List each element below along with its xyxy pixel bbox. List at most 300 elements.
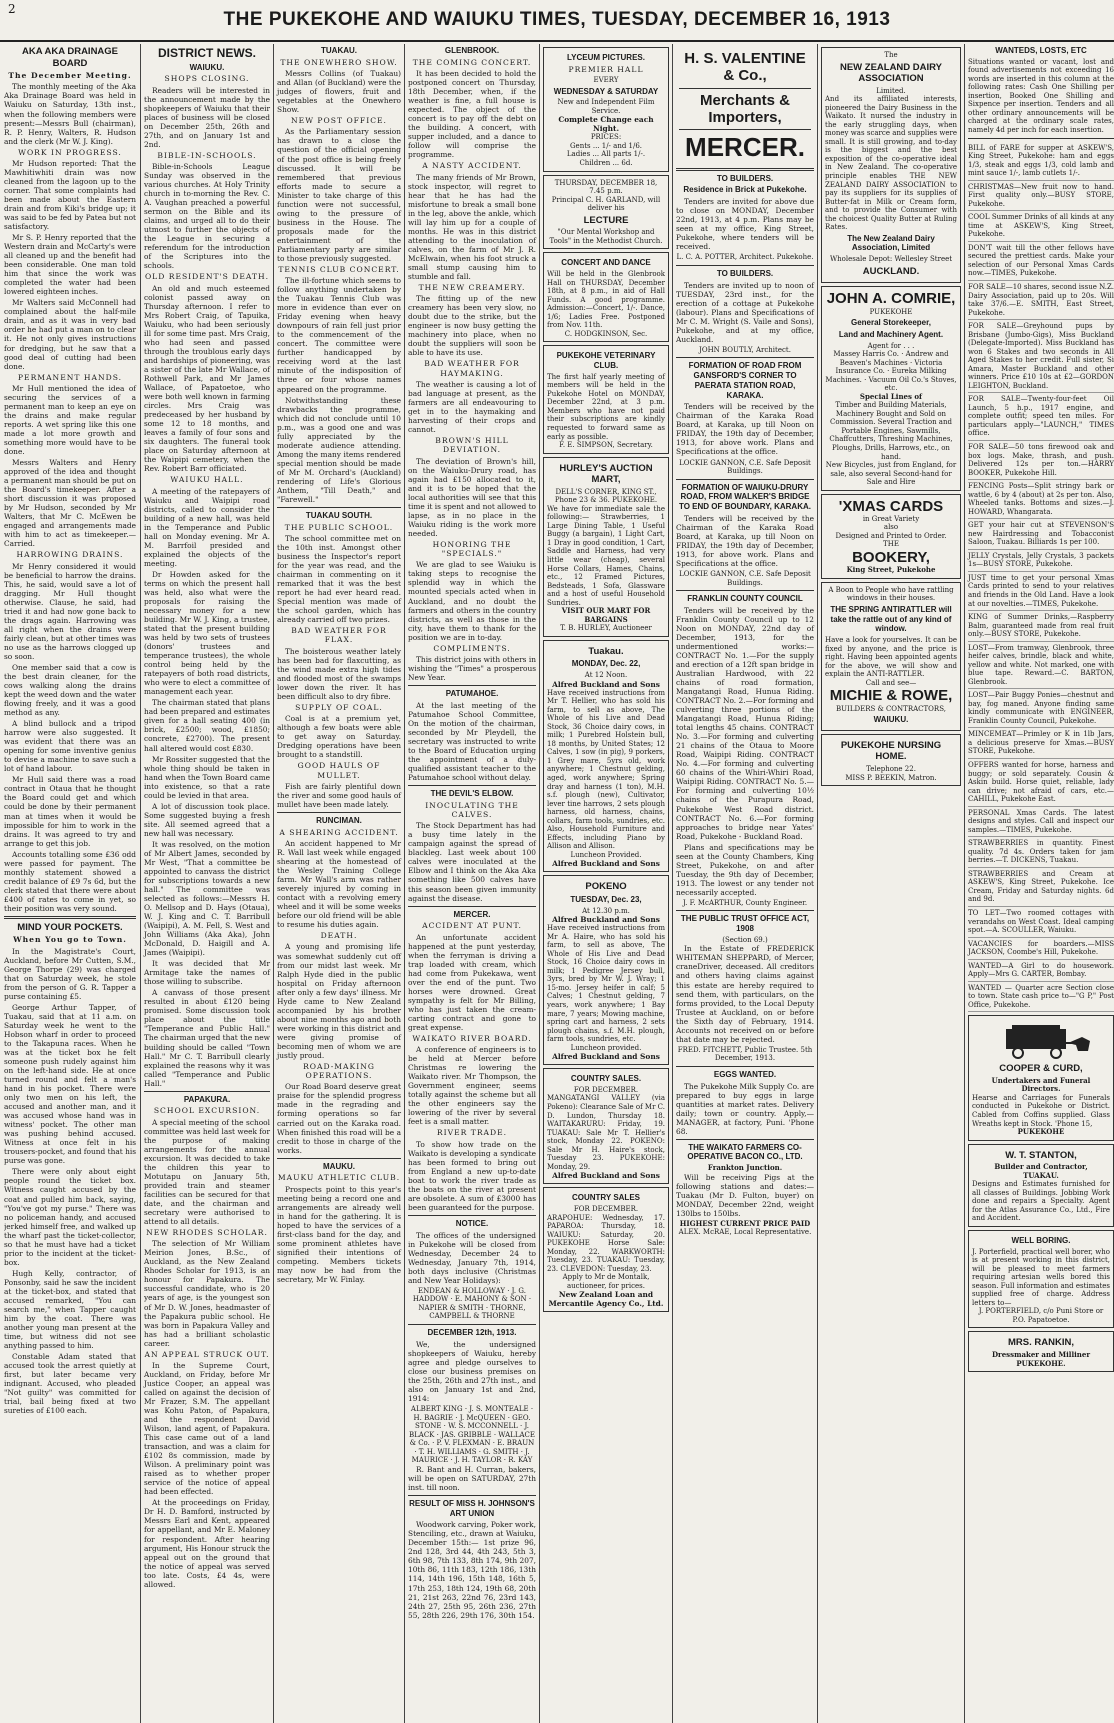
eggs-title: EGGS WANTED. xyxy=(713,1069,777,1079)
public-trust-title: THE PUBLIC TRUST OFFICE ACT, 1908 xyxy=(680,914,810,934)
headline-december-12: DECEMBER 12th, 1913. xyxy=(427,1328,517,1337)
article-paragraph: Readers will be interested in the announcement made by the shopkeepers of Waiuku that their places of business will be closed on December 25th, 26th and 27th, and on January 1st and 2nd. xyxy=(144,85,270,149)
divider xyxy=(277,1158,401,1159)
comrie-trade: Land and Machinery Agent. xyxy=(838,329,944,339)
tender-text: Tenders will be received by the Franklin County Council up to 12 Noon on MONDAY, 22nd day of December, 1913, for the undermentioned works:— CONTRACT No. 1.—For the supply and erection of a 12ft span bridge in Australian Hardwood, with 22 chains of road formation, Mangatangi Road, Hunua Riding. CONTRACT No. 2.—For forming and culverting three portions of the Mangatangi Road, Hunua Riding; total lengths 45 chains. CONTRACT No. 3.—For forming and culverting 21 chains of the Otaua to Moore Road, Waipipi Riding. CONTRACT No. 4.—For forming and culverting 60 chains of the Whiri-Whiri Road, Waipipi Riding. CONTRACT No. 5.—For forming and culverting 10½ chains of the Purapura Road, Pukekohe West Road district. CONTRACT No. 6.—For forming approaches to bridge near Yates' Road, Pukekohe - Buckland Road. xyxy=(676,605,814,841)
nursing-title: PUKEKOHE NURSING HOME. xyxy=(840,739,942,763)
classified-ad: PERSONAL Xmas Cards. The latest designs and styles. Call and inspect our samples.—TIMES, Pukekohe. xyxy=(968,807,1114,838)
classified-ad: VACANCIES for boarders.—MISS JACKSON, Coombe's Hill, Pukekohe. xyxy=(968,938,1114,960)
ad-lyceum-pictures xyxy=(543,47,669,172)
article-paragraph: The weather is causing a lot of bad language at present, as the farmers are all endeavouring to get in to the haymaking and harvesting of their crops and cannot. xyxy=(408,379,536,435)
section-head: BAD WEATHER FOR FLAX. xyxy=(291,626,387,645)
divider xyxy=(408,906,536,907)
divider xyxy=(968,138,1114,139)
section-head: NEW POST OFFICE. xyxy=(291,116,387,126)
article-paragraph: A special meeting of the school committee was held last week for the purpose of making arrangements for the annual excursion. It was decided to take the children this year to Motutapu on January 5th, provided train and steamer facilities can be secured for that date, and the chairman and secretary were authorised to attend to all details. xyxy=(144,1117,270,1226)
section-head: MAUKU ATHLETIC CLUB. xyxy=(277,1173,401,1183)
art-union-results: Woodwork carving, Poker work, Stenciling, etc., drawn at Waiuku, December 15th:— 1st prize 96, 2nd 128, 3rd 44, 4th 243, 5th 3, 6th 98, 7th 133, 8th 174, 9th 207, 10th 86, 11th 183, 12th 186, 13th 114, 14th 196, 15th 148, 16th 5, 17th 253, 18th 124, 19th 68, 20th 21, 21st 263, 22nd 76, 23rd 143, 24th 27, 25th 95, 26th 236, 27th 55, 28th 226, 29th 176, 30th 154. xyxy=(408,1520,536,1620)
section-head: SUPPLY OF COAL. xyxy=(295,702,383,712)
hurley-text: We have for immediate sale the following:— Strawberries, 1 Large Dining Table, 1 Useful Buggy (a bargain), 1 Light Cart, 1 Dray in good condition, 1 Cart, Saddle and Harness, had very little wear (cheap), several Horse Collars, Hames, Chains, etc., 12 Framed Pictures, Bedsteads, 1 Sofa, Glassware and a host of useful Household Sundries. xyxy=(547,504,665,607)
stanton-name: W. T. STANTON, xyxy=(1005,1149,1077,1161)
section-head: THE NEW CREAMERY. xyxy=(418,282,526,292)
divider xyxy=(676,1066,814,1067)
pokeno-title: POKENO xyxy=(585,881,627,893)
hearse-icon xyxy=(986,1023,1096,1059)
section-head: GOOD HAULS OF MULLET. xyxy=(297,761,381,780)
public-trust-sub: (Section 69.) xyxy=(722,935,768,944)
section-head: SHOPS CLOSING. xyxy=(164,74,250,84)
section-head: DEATH. xyxy=(320,931,358,941)
classified-ad: MINCEMEAT—Primley or K in 1lb Jars, a delicious preserve for Xmas.—BUSY STORE, Pukekohe. xyxy=(968,728,1114,759)
article-paragraph: The many friends of Mr Brown, stock inspector, will regret to hear that he has had the misfortune to break a small bone in the leg, above the ankle, which will lay him up for a couple of months. He was in this district attending to the inoculation of calves, on the farm of Mr J. R. McElwain, when his foot struck a small stump causing him to stumble and fall. xyxy=(408,172,536,281)
divider xyxy=(676,168,814,171)
nzda-city: AUCKLAND. xyxy=(862,265,920,277)
divider xyxy=(408,785,536,786)
xmas-title: 'XMAS CARDS xyxy=(838,497,944,515)
waikato-text: Will be receiving Pigs at the following stations and dates:— Tuakau (Mr D. Fulton, buyer) on MONDAY, December 22nd, weight 130lbs to 150lbs. xyxy=(676,1172,814,1218)
classified-ad: STRAWBERRIES and Cream at ASKEW'S, King Street, Pukekohe. Ice Cream, Friday and Saturday nights. 6d and 9d. xyxy=(968,868,1114,907)
column-4 xyxy=(404,44,539,1723)
article-paragraph: Mr Henry considered it would be beneficial to harrow the drains. This, he said, would save a lot of dragging. Mr Hull thought otherwise. Clause, he said, had tried it and had now gone back to the drags again. Harrowing was all right when the drains were fairly clean, but at other times was no use as the harrows clogged up so soon. xyxy=(4,561,136,661)
divider xyxy=(676,265,814,266)
divider xyxy=(676,1139,814,1140)
divider xyxy=(4,916,136,919)
article-paragraph: This district joins with others in wishing the "Times" a prosperous New Year. xyxy=(408,654,536,682)
tender-sign: LOCKIE GANNON, C.E. Safe Deposit Buildings. xyxy=(679,570,811,587)
article-paragraph: A blind bullock and a tripod harrow were also suggested. It was evident that there was an opening for some inventive genius to devise a machine to save such a lot of hand labour. xyxy=(4,719,136,774)
notice-paragraph: The offices of the undersigned in Pukekohe will be closed from Wednesday, December 24 to Wednesday, January 7th, 1914, both days inclusive (Christmas and New Year Holidays): xyxy=(408,1230,536,1285)
article-paragraph: One member said that a cow is the best drain cleaner, for the cows walking along the drains kept the weed down and the water flowing freely, and it was a good method as any. xyxy=(4,663,136,718)
column-8 xyxy=(964,44,1114,1723)
concert-title: CONCERT AND DANCE xyxy=(561,258,651,268)
article-paragraph: A conference of engineers is to be held at Mercer before Christmas re lowering the Waikato river. Mr Thompson, the Government engineer, seems totally against the scheme but all the other engineers say the lowering of the river by several feet is a small matter. xyxy=(408,1045,536,1127)
pokeno-text: Have received instructions from Mr A. Haire, who has sold his farm, to sell as above, The Whole of His Live and Dead Stock, 16 Choice dairy cows in milk; 1 Pedigree Jersey bull, 3yrs, bred by Mr W. J. Wray; 1 15-mo. Jersey heifer in calf; 5 Calves; 1 Chestnut gelding, 7 years, work anywhere; 1 Bay mare, 7 years; Mowing machine, spring cart and harness, 2 sets plough chains, s.f. M.H. plough, farm tools, sundries, etc. xyxy=(547,924,665,1044)
boring-text: J. Porterfield, practical well borer, who is at present working in this district, will be pleased to meet farmers requiring artesian wells bored this season. Full information and estimates supplied free of charge. Address letters to— xyxy=(972,1247,1110,1307)
country-sales-title: COUNTRY SALES. xyxy=(570,1074,642,1084)
article-paragraph: In the Supreme Court, Auckland, on Friday, before Mr Justice Cooper, an appeal was called on against the decision of Mr Frazer, S.M. The appellant was Kohu Paton, of Papakura, and the respondent David Wilson, land agent, of Papakura. This case came out of a land transaction, and was a claim for £102 8s commission, made by Wilson. A preliminary point was raised as to whether proper service of the notice of appeal had been effected. xyxy=(144,1360,270,1497)
article-paragraph: Mr Walters said McConnell had complained about the half-mile drain, and as it was in very bad order he had put a man on to clear it. He not only gives instructions for dredging, but he saw that a good deal of cutting had been done. xyxy=(4,298,136,371)
headline-mercer: MERCER. xyxy=(453,909,491,919)
divider xyxy=(408,1495,536,1496)
stanton-place: TUAKAU. xyxy=(1023,1170,1059,1180)
ad-mrs-rankin xyxy=(968,1331,1114,1372)
section-head: TENNIS CLUB CONCERT. xyxy=(278,264,400,274)
tender-sign: J. F. McARTHUR, County Engineer. xyxy=(682,898,808,907)
tender-text: Tenders are invited for above due to close on MONDAY, December 22nd, 1913, at 4 p.m. Plans may be seen at my office, King Street, Pukekohe, where tenders will be received. xyxy=(676,197,814,252)
section-head: WAIKATO RIVER BOARD. xyxy=(412,1033,532,1043)
article-paragraph: It was resolved, on the motion of Mr Albert James, seconded by Mr West, "That a committee be appointed to canvass the district for subscriptions towards a new hall." The committee was selected as follows:—Messrs H. O. Mellsop and D. Hays (Otaua), W. J. King and C. T. Barribull (Waipipi), A. M. Fell, S. West and John Williams (Aka Aka), John McDonald, D. Haigill and A. James (Waipipi). xyxy=(144,839,270,958)
boring-title: WELL BORING. xyxy=(1011,1235,1071,1245)
headline-mind-your-pockets: MIND YOUR POCKETS. xyxy=(17,921,123,933)
section-head: A SHEARING ACCIDENT. xyxy=(279,827,399,837)
ad-xmas-cards xyxy=(821,494,961,579)
stanton-text: Designs and Estimates furnished for all classes of Buildings. Jobbing Work done and repairs a Specialty. Agent for the Atlas Assurance Co., Ltd., Fire and Accident. xyxy=(972,1180,1110,1223)
column-7 xyxy=(817,44,964,1723)
classified-ad: LOST—Pair Buggy Ponies—chestnut and bay, fog maned. Anyone finding same kindly communicate with ENGINEER, Franklin County Council, Pukekohe. xyxy=(968,689,1114,728)
column-5 xyxy=(539,44,672,1723)
article-paragraph: Prospects point to this year's meeting being a record one and arrangements are already well in hand for the gathering. It is hoped to have the services of a first-class band for the day, and some prominent athletes have signified their intentions of competing. Members tickets may now be had from the secretary, Mr W. Finlay. xyxy=(277,1184,401,1284)
classified-ad: STRAWBERRIES in quantity. Finest quality. 7d 4s. Orders taken for jam berries.—T. DICKENS, Tuakau. xyxy=(968,837,1114,868)
xmas-sub: in Great Variety xyxy=(862,514,920,523)
ad-stanton xyxy=(968,1144,1114,1227)
nzda-footer: The New Zealand Dairy Association, Limited xyxy=(847,233,935,253)
article-paragraph: The monthly meeting of the Aka Aka Drainage Board was held in Waiuku on Saturday, 13th inst., when the following members were present:—Messrs Bull (chairman), R. P. Henry, Walters, R. Hudson and the clerk (Mr W. J. King). xyxy=(4,82,136,146)
classified-ad: JELLY Crystals, Jelly Crystals, 3 packets 1s—BUSY STORE, Pukekohe. xyxy=(968,550,1114,572)
article-paragraph: To show how trade on the Waikato is developing a syndicate has been formed to bring out from England a new up-to-date boat to work the river trade as the boats on the river at present are obsolete. A sum of £3000 has been guaranteed for the purpose. xyxy=(408,1139,536,1212)
tuakau-text: Have received instructions from Mr T. Hellier, who has sold his farm, to sell as above, The Whole of his Live and Dead Stock, 36 Choice dairy cows, in milk; 1 Purebred Holstein bull, 18 months, by United States; 12 Calves, 1 sow (in pig), 9 porkers, 1 Grey mare, 5yrs old, work anywhere; 1 Chestnut gelding, aged, work anywhere; Spring dray and harness (1 ton), M.H. s.f. plough (new), Cultivator, lever tine harrows, 2 sets plough harness, old harness, chains, collars, farm tools, sundries, etc. Also, Household Furniture and Effects, including Piano by Allison and Allison. xyxy=(547,688,665,851)
country-sales-sub: FOR DECEMBER. xyxy=(573,1085,639,1094)
section-head: BAD WEATHER FOR HAYMAKING. xyxy=(424,359,520,378)
divider xyxy=(676,910,814,911)
country-sales-text: MANGATANGI VALLEY (via Pokeno): Clearance Sale of Mr C. D. Lundon, Thursday 18. WAITAKARURU: Friday, 19. TUAKAU: Sale Mr T. Hellier's stock, Monday 22. POKENO: Sale Mr H. Haire's stock, Tuesday 23. PUKEKOHE: Monday, 29. xyxy=(547,1094,665,1171)
headline-glenbrook: GLENBROOK. xyxy=(444,46,500,55)
article-paragraph: The chairman stated that plans had been prepared and estimates given for a hall seating 400 (in brick, £2500; wood, £1850; concrete, £2700). The present hall altered would cost £830. xyxy=(144,698,270,753)
article-paragraph: A lot of discussion took place. Some suggested buying a fresh site. All seemed agreed that a new hall was necessary. xyxy=(144,801,270,838)
classified-ad: FOR SALE—Twenty-four-feet Oil Launch, 5 h.p., 1917 engine, and complete outfit; speed ten miles. For particulars apply—"LAUNCH," TIMES office. xyxy=(968,393,1114,441)
section-head: WORK IN PROGRESS. xyxy=(18,147,122,157)
bookery-address: King Street, Pukekohe xyxy=(846,565,936,575)
pokeno-time: At 12.30 p.m. xyxy=(582,906,630,915)
vet-text: The first half yearly meeting of members will be held in the Pukekohe Hotel on MONDAY, December 22nd, at 3 p.m. Members who have not paid their subscriptions are kindly requested to forward same as early as possible. xyxy=(547,372,665,441)
auctioneer-name: Alfred Buckland and Sons xyxy=(552,679,660,689)
boring-sign: J. PORTERFIELD, c/o Puni Store or P.O. Papatoetoe. xyxy=(978,1307,1104,1324)
divider xyxy=(679,88,811,89)
auctioneer-name: Alfred Buckland and Sons xyxy=(552,1052,660,1062)
comrie-name: JOHN A. COMRIE, xyxy=(826,290,956,308)
road-formation-title: FORMATION OF WAIUKU-DRURY ROAD, FROM WALKER'S BRIDGE TO END OF BOUNDARY, KARAKA. xyxy=(678,482,811,512)
divider xyxy=(676,479,814,480)
country-sales-sub: FOR DECEMBER. xyxy=(573,1205,639,1214)
section-head: RIVER TRADE. xyxy=(436,1128,508,1138)
lecture-date: THURSDAY, DECEMBER 18, 7.45 p.m. xyxy=(554,178,658,196)
tender-sign: L. C. A. POTTER, Architect. Pukekohe. xyxy=(676,253,814,262)
section-head: ACCIDENT AT PUNT. xyxy=(422,921,522,931)
headline-patumahoe: PATUMAHOE. xyxy=(445,689,499,698)
headline-tuakau: TUAKAU. xyxy=(321,46,357,55)
ad-hs-valentine xyxy=(676,47,814,165)
headline-papakura: PAPAKURA. xyxy=(183,1094,231,1104)
ad-country-sales-2 xyxy=(543,1187,669,1312)
road-formation-title: FORMATION OF ROAD FROM GANSFORD'S CORNER TO PAERATA STATION ROAD, KARAKA. xyxy=(688,361,802,400)
article-paragraph: As the Parliamentary session has drawn to a close the question of the official opening of the post office is being freely discussed. It will be remembered that previous efforts made to secure a Minister to take charge of this function were not successful, owing to the pressure of business in the House. The proposals made for the entertainment of the Parliamentary party are similar to those previously suggested. xyxy=(277,127,401,263)
comrie-trade: General Storekeeper, xyxy=(850,318,932,328)
article-paragraph: Messrs Walters and Henry approved of the idea and thought a permanent man should be put on the Board's timekeeper. After a short discussion it was proposed by Mr Hudson, seconded by Mr Walters, that Mr C. McEwen be engaged and arrangements made with him to act as timekeeper.—Carried. xyxy=(4,458,136,549)
waikato-sign: ALEX. McRAE, Local Representative. xyxy=(678,1228,812,1237)
hurley-title: HURLEY'S AUCTION MART, xyxy=(559,462,653,486)
nursing-sign: MISS P. BEEKIN, Matron. xyxy=(845,773,937,782)
divider xyxy=(676,357,814,358)
ad-john-comrie xyxy=(821,286,961,490)
ad-veterinary-club xyxy=(543,345,669,453)
ad-well-boring xyxy=(968,1230,1114,1329)
article-paragraph: Messrs Collins (of Tuakau) and Allan (of Buckland) were the judges of flowers, fruit and vegetables at the Onewhero Show. xyxy=(277,69,401,115)
divider xyxy=(144,1091,270,1092)
rattler-text: Have a look for yourselves. It can be fixed by anyone, and the price is right. Having been appointed agents for the above, we will show and explain the ANTI-RATTLER. xyxy=(825,636,957,679)
rankin-trade: Dressmaker and Milliner xyxy=(991,1349,1091,1359)
classified-ad: GET your hair cut at STEVENSON'S new Hairdressing and Tobacconist Saloon, Tuakau. Billiards 1s per 100. xyxy=(968,519,1114,550)
article-paragraph: The school committee met on the 10th inst. Amongst other business the Inspector's report for the year was read, and the chairman in commenting on it remarked that it was the best report he had ever heard read. Special mention was made of the school garden, which has already carried off two prizes. xyxy=(277,533,401,625)
to-builders-title: TO BUILDERS. xyxy=(716,268,774,278)
tender-text: Tenders are invited up to noon of TUESDAY, 23rd inst., for the erection of a cottage at Pukekohe (labour). Plans and Specifications of Mr C. M. Wright (S. Vaile and Sons), Pukekohe, and at my office, Auckland. xyxy=(676,280,814,344)
pokeno-lunch: Luncheon provided. xyxy=(570,1043,642,1052)
section-head: HONORING THE "SPECIALS." xyxy=(432,539,512,559)
headline-art-union: RESULT OF MISS H. JOHNSON'S ART UNION xyxy=(409,1498,535,1518)
tender-text: Tenders will be received by the Chairman of the Karaka Road Board, at Karaka, up till Noon on FRIDAY, the 19th day of December, 1913, for above work. Plans and Specifications at the office. xyxy=(676,402,814,457)
article-paragraph: An unfortunate accident happened at the punt yesterday, when the ferryman is driving a trap loaded with cream, which had come from Pukekawa, went over the end of the punt. Two horses were drowned. Great sympathy is felt for Mr Billing, who has just taken the cream-carting contract and gone to great expense. xyxy=(408,932,536,1032)
section-head: OLD RESIDENT'S DEATH. xyxy=(144,272,270,282)
cooper-name: COOPER & CURD, xyxy=(999,1063,1083,1075)
auctioneer-name: Alfred Buckland and Sons xyxy=(552,1171,660,1181)
comrie-place: PUKEKOHE xyxy=(869,307,913,316)
ad-cooper-curd xyxy=(968,1015,1114,1140)
headline-runciman: RUNCIMAN. xyxy=(316,815,362,825)
bookery-name: BOOKERY, xyxy=(852,549,930,567)
tuakau-title: Tuakau. xyxy=(588,645,624,657)
cooper-trade: Undertakers and Funeral Directors. xyxy=(991,1075,1091,1094)
classified-ad: FOR SALE—50 tons firewood oak and box logs. Make, thrash, and push. Delivered 12s per ton.—HARRY BOOKER, Pukekohe Hill. xyxy=(968,441,1114,480)
lecture-subject: "Our Mental Workshop and Tools" in the Methodist Church. xyxy=(549,228,663,245)
subhead-waiuku: WAIUKU. xyxy=(189,62,225,72)
section-head: COMPLIMENTS. xyxy=(433,643,511,653)
comrie-special: Special Lines of xyxy=(859,391,923,401)
divider xyxy=(676,590,814,591)
article-paragraph: The deviation of Brown's hill, on the Waiuku-Drury road, has again had £150 allocated to it, and it is to be hoped that the local authorities will see that this time it is spent and not allowed to lapse, as in no place in the Waiuku riding is the work more needed. xyxy=(408,456,536,538)
notice-paragraph: We, the undersigned shopkeepers of Waiuku, hereby agree and pledge ourselves to close our business premises on the 25th, 26th and 27th inst., and also on January 1st and 2nd, 1914: xyxy=(408,1339,536,1403)
cooper-text: Hearse and Carriages for Funerals conducted in Pukekohe or District. Cabled from Coffins supplied. Glass Wreaths kept in Stock. 'Phone 15, xyxy=(972,1093,1110,1128)
concert-text: Will be held in the Glenbrook Hall on THURSDAY, December 18th, at 8 p.m., in aid of Hall Funds. A good programme. Admission:—Concert, 1/-. Dance, 1/6; Ladies Free. Postponed from Nov. 11th. xyxy=(547,270,665,330)
ad-pokeno-sale xyxy=(543,875,669,1065)
classified-ad: CHRISTMAS—New fruit now to hand. First quality only.—BUSY STORE, Pukekohe. xyxy=(968,181,1114,212)
rattler-title: THE SPRING ANTIRATTLER will take the rattle out of any kind of window. xyxy=(830,604,952,634)
auctioneer-name: Alfred Buckland and Sons xyxy=(552,915,660,925)
classified-ad: TO LET—Two roomed cottages with verandahs on West Coast. Ideal camping spot.—A. SCOULLER, Waiuku. xyxy=(968,907,1114,938)
article-paragraph: There were only about eight people round the ticket box. Witness caught accused by the coat and pulled him back, saying, "You've got my purse." There was no policeman handy, and accused jerked himself free, and walked up the wharf past the ticket-collector, so that he must have had a ticket prior to the incident at the ticket-box. xyxy=(4,1167,136,1267)
section-head: BIBLE-IN-SCHOOLS. xyxy=(157,150,257,160)
headline-tuakau-south: TUAKAU SOUTH. xyxy=(305,510,373,520)
article-paragraph: Mr Hull said there was a road contract in Otaua that he thought the Board could get and which could be done by their permanent man at times when it would be impossible for him to work in the drains. It was agreed to try and arrange to get this job. xyxy=(4,775,136,848)
article-paragraph: Mr Hull mentioned the idea of securing the services of a permanent man to keep an eye on the drains and make regular reports. A wet spring like this one made a lot more growth and something more would have to be done. xyxy=(4,383,136,457)
tender-sign: LOCKIE GANNON, C.E. Safe Deposit Buildings. xyxy=(679,458,811,476)
article-paragraph: Dr Howden asked for the terms on which the present hall was held, also what were the proposals for raising the necessary money for a new building. Mr W. J. King, a trustee, stated that the present building was held by two sets of trustees (donors' trustees and temperance trustees), the whole control being held by the ratepayers of both road districts, who were to elect a committee of management each year. xyxy=(144,569,270,697)
page-number: 2 xyxy=(8,2,16,16)
to-builders-sub: Residence in Brick at Pukekohe. xyxy=(683,185,807,195)
article-paragraph: We are glad to see Waiuku is taking steps to recognise the splendid way in which the mounted specials acted when in Auckland, and no doubt the farmers and others in the country districts, as well as those in the city, have them to thank for the position we are in to-day. xyxy=(408,560,536,642)
article-paragraph: The boisterous weather lately has been bad for flaxcutting, as the wind made extra high tides and flooded most of the swamps lower down the river. It has been difficult also to dry fibre. xyxy=(277,646,401,701)
section-head: A NASTY ACCIDENT. xyxy=(422,161,522,171)
article-paragraph: An old and much esteemed colonist passed away on Thursday afternoon. I refer to Mrs Robert Craig, of Tapuika, Waiuku, who had been seriously ill for some time past. Mrs Craig, who had seen and passed through the troublous early days and hardships of pioneering, was a sister of the late Mr Wallace, of Rothwell Park, and Mr James Wallace, of Papatoetoe, who were both well known in farming circles. Mrs Craig was predeceased by her husband by some 12 to 18 months, and leaves a family of four sons and six daughters. The funeral took place on Saturday afternoon at the Waipipi cemetery, when the Rev. Robert Barr officiated. xyxy=(144,283,270,474)
waikato-junction: Frankton Junction. xyxy=(707,1163,783,1173)
classified-ad: COOL Summer Drinks of all kinds at any time at ASKEW'S, King Street, Pukekohe. xyxy=(968,211,1114,242)
section-head: HARROWING DRAINS. xyxy=(16,550,124,560)
nzda-ltd: Limited. xyxy=(876,86,906,95)
article-paragraph: Hugh Kelly, contractor, of Ponsonby, said he saw the incident at the ticket-box, and stated that accused remarked, "You can search me," when Tapper caught him by the coat. There was another young man present at the time, but witness did not see anything passed to him. xyxy=(4,1268,136,1351)
article-paragraph: An accident happened to Mr R. Wall last week while engaged shearing at the homestead of the Wesley Training College farm. Mr Wall's arm was rather severely injured by coming in contact with a revolving emery wheel and it will be some weeks before our old friend will be able to resume his duties again. xyxy=(277,838,401,930)
article-paragraph: At the last meeting of the Patumahoe School Committee, On the motion of the chairman, seconded by Mr Pleydell, the secretary was instructed to write to the Board of Education urging the appointment of a duly-qualified assistant teacher to the Patumahoe school without delay. xyxy=(408,700,536,782)
section-head: THE ONEWHERO SHOW. xyxy=(280,57,398,67)
nzda-name: NEW ZEALAND DAIRY ASSOCIATION xyxy=(839,61,943,85)
divider xyxy=(408,1324,536,1325)
valentine-trade: Merchants & Importers, xyxy=(699,91,791,126)
tender-sign: JOHN BOUTLY, Architect. xyxy=(699,345,791,354)
ad-tuakau-sale xyxy=(543,640,669,873)
article-paragraph: A young and promising life was somewhat suddenly cut off from our midst last week. Mr Ralph Hyde died in the public hospital on Friday afternoon after only a few days' illness. Mr Hyde came to New Zealand accompanied by his brother about nine months ago and both were working in this district and were giving promise of becoming men of whom we are justly proud. xyxy=(277,942,401,1060)
masthead xyxy=(0,0,1114,42)
lyceum-change: Complete Change each Night. xyxy=(558,115,654,134)
cooper-place: PUKEKOHE xyxy=(1017,1127,1065,1137)
lyceum-every: EVERY xyxy=(593,76,619,84)
price-ladies: Ladies ... All parts 1/-. xyxy=(566,150,646,159)
headline-aka-aka: AKA AKA DRAINAGE BOARD xyxy=(21,46,119,69)
rankin-place: PUKEKOHE. xyxy=(1016,1358,1066,1368)
article-paragraph: It was decided that Mr Armitage take the names of those willing to subscribe. xyxy=(144,959,270,987)
column-6 xyxy=(672,44,817,1723)
comrie-agent: Agent for . . . xyxy=(867,341,915,350)
section-head: AN APPEAL STRUCK OUT. xyxy=(144,1349,270,1359)
tuakau-date: MONDAY, Dec. 22, xyxy=(571,659,641,669)
section-head: ROAD-MAKING OPERATIONS. xyxy=(303,1061,375,1081)
column-3 xyxy=(273,44,404,1723)
section-head: PERMANENT HANDS. xyxy=(17,372,123,382)
pokeno-date: TUESDAY, Dec. 23, xyxy=(570,894,642,904)
lyceum-days: WEDNESDAY & SATURDAY xyxy=(553,86,659,96)
article-paragraph: The selection of Mr William Meirion Jones, B.Sc., of Auckland, as the New Zealand Rhodes Scholar for 1913, is an honour for Papakura. The successful candidate, who is 20 years of age, is the youngest son of Mr D. W. Jones, headmaster of the Papakura public school. He was born in Papakura Valley and has had a brilliant scholastic career. xyxy=(144,1239,270,1348)
column-1 xyxy=(4,44,139,1723)
classified-ad: KING of Summer Drinks,—Raspberry Balm, guaranteed made from real fruit only.—BUSY STORE, Pukekohe. xyxy=(968,611,1114,642)
divider xyxy=(679,129,811,130)
vet-title: PUKEKOHE VETERINARY CLUB. xyxy=(556,351,656,371)
headline-district-news: DISTRICT NEWS. xyxy=(158,46,256,60)
comrie-lines: Timber and Building Materials, Machinery Bought and Sold on Commission. Several Traction and Portable Engines, Sawmills, Chaffcutters, Threshing Machines, Ploughs, Drills, Harrows, etc., on hand. xyxy=(829,401,953,461)
classified-ad: FENCING Posts—Split stringy bark or wattle, 6 by 4 (about) at 2s per ton. Also, Wheeled tanks. Bottoms and sizes.—J. HOWARD, Whangarata. xyxy=(968,480,1114,519)
ad-concert-dance xyxy=(543,252,669,342)
waikato-price: HIGHEST CURRENT PRICE PAID xyxy=(679,1218,811,1228)
public-trust-text: In the Estate of FREDERICK WHITEMAN SHEPPARD, of Mercer, craneDriver, deceased. All creditors and others having claims against this estate are hereby required to send them, with particulars, on the forms provided, to the Local Deputy Trustee at Auckland, on or before the Sixth day of February, 1914. Accounts not received on or before that date may be rejected. xyxy=(676,944,814,1044)
divider xyxy=(277,812,401,813)
classified-ad: WANTED—A Girl to do housework. Apply—Mrs G. CARTER, Bombay. xyxy=(968,960,1114,982)
subhead-december-meeting: The December Meeting. xyxy=(8,71,132,81)
article-paragraph: Mr Rossiter suggested that the whole thing should be taken in hand when the Town Board came into existence, so that a rate could be levied in that area. xyxy=(144,754,270,800)
article-paragraph: Accounts totalling some £36 odd were passed for payment. The monthly statement showed a credit balance of £9 7s 6d, but the clerk stated that there were about £400 of rates to come in yet, so their position was very sound. xyxy=(4,849,136,913)
classifieds-header: WANTEDS, LOSTS, ETC xyxy=(995,46,1087,55)
public-trust-sign: FRED. FITCHETT, Public Trustee. 5th December, 1913. xyxy=(677,1045,813,1063)
article-paragraph: The fitting up of the new creamery has been very slow, no doubt due to the strike, but the engineer is now busy getting the machinery into place, when no doubt the suppliers will soon be able to have its use. xyxy=(408,294,536,358)
ad-country-sales-1 xyxy=(543,1068,669,1184)
lecture-title: LECTURE xyxy=(583,214,629,226)
section-head: THE PUBLIC SCHOOL. xyxy=(284,522,394,532)
headline-notice: NOTICE. xyxy=(455,1218,489,1228)
article-paragraph: At the proceedings on Friday, Dr H. D. Bamford, instructed by Messrs Earl and Kent, appeared for appellant, and Mr E. Maloney for respondent. After hearing argument, His Honour struck the appeal out on the ground that the notice of appeal was served too late. Costs, £4 4s, were allowed. xyxy=(144,1498,270,1589)
nursing-phone: Telephone 22. xyxy=(866,764,916,773)
prices-title: PRICES: xyxy=(590,133,622,142)
article-paragraph: It has been decided to hold the postponed concert on Thursday, 18th December, when, if the weather is fine, a full house is expected. The object of the concert is to pay off the debt on the building. A concert, with supper included, and a dance to follow will comprise the programme. xyxy=(408,69,536,160)
waikato-farmers-title: THE WAIKATO FARMERS CO-OPERATIVE BACON CO., LTD. xyxy=(687,1142,803,1162)
tender-text: Tenders will be received by the Chairman of the Karaka Road Board, at Karaka, up till Noon on FRIDAY, the 19th day of December, 1913, for above work. Plans and Specifications at the office. xyxy=(676,513,814,568)
valentine-place: MERCER. xyxy=(685,132,805,162)
hurley-visit: VISIT OUR MART FOR BARGAINS xyxy=(561,606,651,624)
article-paragraph: Our Road Board deserve great praise for the splendid progress made in the regrading and forming operations so far carried out on the Karaka road. When finished this road will be a credit to those in charge of the works. xyxy=(277,1082,401,1155)
classified-ad: OFFERS wanted for horse, harness and buggy; or sold separately. Cousin & Askin build. Horse quiet, reliable, lady can drive; not afraid of cars, etc.—CAHILL, Pukekohe East. xyxy=(968,759,1114,807)
classified-ad: WANTED — Quarter acre Section close to town. State cash price to—"G P," Post Office, Pukekohe. xyxy=(968,982,1114,1013)
lyceum-hall: PREMIER HALL xyxy=(568,64,644,74)
michie-name: MICHIE & ROWE, xyxy=(829,687,953,705)
tender-text: Plans and specifications may be seen at the County Chambers, King Street, Pukekohe, on and after Tuesday, the 9th day of December, 1913. The lowest or any tender not necessarily accepted. xyxy=(676,842,814,897)
ad-anti-rattler xyxy=(821,582,961,731)
comrie-agencies: Massey Harris Co. · Andrew and Beaven's Machines · Victoria Insurance Co. · Eureka Milking Machines. · Vacuum Oil Co.'s Stoves, etc. xyxy=(825,350,957,393)
nzda-text: And its affiliated interests, pioneered the Dairy Business in the Waikato. It nursed the industry in the early struggling days, when money was scarce and supplies were small. It is still growing, and to-day is the biggest and the best exposition of the co-operative ideal in New Zealand. The co-operative principle enables THE NEW ZEALAND DAIRY ASSOCIATION to pay its suppliers for its supplies of Butter-fat in Milk or Cream form, and to provide the Consumer with the choicest Quality Butter at Ruling Rates. xyxy=(825,95,957,232)
classified-ad: BILL of FARE for supper at ASKEW'S, King Street, Pukekohe: ham and eggs 1/3, steak and eggs 1/3, cold lamb and mint sauce 1/-, lamb cutlets 1/-. xyxy=(968,142,1114,181)
classified-ad: JUST time to get your personal Xmas Cards printed to send to your relatives and friends in the Old Land. Have a look at our novelties.—TIMES, Pukekohe. xyxy=(968,572,1114,611)
notice-paragraph: R. Bant and H. Curran, bakers, will be open on SATURDAY, 27th inst. till noon. xyxy=(408,1464,536,1492)
article-paragraph: Coal is at a premium yet, although a few boats were able to get away on Saturday. Dredging operations have been brought to a standstill. xyxy=(277,714,401,760)
divider xyxy=(277,507,401,508)
article-paragraph: A meeting of the ratepayers of Waiuku and Waipipi road districts, called to consider the building of a new hall, was held in the Temperance and Public hall on Monday evening. Mr A. M. Barrfoil presided and explained the objects of the meeting. xyxy=(144,486,270,568)
shopkeepers-list: ALBERT KING · J. S. MONTEALE · H. BAGRIE · J. McQUEEN · GEO. STONE · W. S. MCCONNELL · J. BLACK · JAS. GRIBBLE · WALLACE & Co. · P. V. FLEXMAN · E. BRAUN · T. H. WILLIAMS · G. SMITH · J. MAURICE · J. H. TAYLOR · R. KAY xyxy=(408,1404,536,1465)
lecture-by: Principal C. H. GARLAND, will deliver his xyxy=(551,195,661,213)
tuakau-time: At 12 Noon. xyxy=(584,671,628,680)
price-children: Children ... 6d. xyxy=(579,159,633,167)
michie-place: WAIUKU. xyxy=(873,715,909,725)
lyceum-title: LYCEUM PICTURES. xyxy=(567,53,645,62)
xmas-also: also xyxy=(883,523,899,532)
article-paragraph: Mr S. P. Henry reported that the Western drain and McCarty's were all cleaned up and the benefit had been considerable. One man told him that since the work was completed the water had been lowered eighteen inches. xyxy=(4,233,136,297)
nzda-the: The xyxy=(884,51,898,59)
masthead-title: THE PUKEKOHE AND WAIUKU TIMES, TUESDAY, DECEMBER 16, 1913 xyxy=(223,9,891,30)
article-paragraph: Notwithstanding these drawbacks the programme, which did not conclude until 10 p.m., was a good one and was fully appreciated by the moderate audience attending. Among the many items rendered special mention should be made of Mr M. Orchard's (Auckland) rendering of Life's Glorious Anthem, "Till Death," and "Farewell." xyxy=(277,395,401,504)
classified-ad: FOR SALE—Greyhound pups by Brisbane (Jumbo-Gigs), Miss Buckland (Delegate-Imported). Miss Buckland has won 6 Stakes and two seconds in All Aged Stakes to her credit. Full sister, Si Amara, Master Buckland and other winners. Price £10 10s at £2—GORDON LEIGHTON, Buckland. xyxy=(968,320,1114,393)
hurley-sign: T. B. HURLEY, Auctioneer xyxy=(560,624,652,633)
headline-devils-elbow: THE DEVIL'S ELBOW. xyxy=(430,789,514,799)
comrie-bikes: New Bicycles, just from England, for sale, also several Second-hand for Sale and Hire xyxy=(825,461,957,487)
nzda-office: Wholesale Depot: Wellesley Street xyxy=(829,255,953,264)
classified-ad: DON'T wait till the other fellows have secured the prettiest cards. Make your selection of our Personal Xmas Cards now.—TIMES, Pukekohe. xyxy=(968,242,1114,281)
article-paragraph: The ill-fortune which seems to follow anything undertaken by the Tuakau Tennis Club was more in evidence than ever on Friday evening when heavy downpours of rain fell just prior to the commencement of the concert. The committee were further handicapped by receiving word at the last minute of the indisposition of three or four whose names appeared on the programme. xyxy=(277,276,401,394)
classifieds-rates: Situations wanted or vacant, lost and found advertisements not exceeding 16 words are inserted in this column at the following rates: Cash One Shilling per insertion, Booked One Shilling and Sixpence per insertion. Tenders and all other ordinary announcements will be charged at the ordinary scale rates, namely 4d per inch for each insertion. xyxy=(968,57,1114,134)
franklin-council-title: FRANKLIN COUNTY COUNCIL xyxy=(687,594,803,604)
nz-loan-agency: New Zealand Loan and Mercantile Agency Co., Ltd. xyxy=(548,1290,664,1309)
article-paragraph: George Arthur Tapper, of Tuakau, said that at 11 a.m. on Saturday week he went to the Hobson wharf in order to proceed to the Takapuna races. When he was at the ticket box he felt someone push rudely against him on the left-hand side. He at once turned round and felt a man's hand in his pocket. There were only two men on his left, the accused and another man, and it was accused whose hand was in witness' pocket. The other man was pushing behind accused. Witness at once felt in his trousers-pocket, and found that his purse was gone. xyxy=(4,1002,136,1166)
rattler-intro: A Boon to People who have rattling windows in their houses. xyxy=(828,585,954,603)
concert-sign: C. HODGKINSON, Sec. xyxy=(564,329,648,338)
divider xyxy=(408,685,536,686)
ad-hurleys-mart xyxy=(543,457,669,637)
xmas-designed: Designed and Printed to Order. xyxy=(835,531,947,540)
ad-nz-dairy-association xyxy=(821,47,961,283)
section-head: NEW RHODES SCHOLAR. xyxy=(146,1228,268,1238)
section-head: WAIUKU HALL. xyxy=(170,475,244,485)
auctioneer-name: Alfred Buckland and Sons xyxy=(552,859,660,869)
section-head: THE COMING CONCERT. xyxy=(412,57,532,67)
stanton-trade: Builder and Contractor, xyxy=(994,1162,1088,1172)
vet-sign: F. E. SIMPSON, Secretary. xyxy=(559,441,653,450)
hurley-address: DELL'S CORNER, KING ST., Phone 23 & 36. PUKEKOHE. xyxy=(554,487,658,505)
article-paragraph: A canvass of those present resulted in about £120 being promised. Some discussion took place about the title "Temperance and Public Hall." The chairman urged that the new building should be called "Town Hall." Mr C. T. Barribull clearly explained the reasons why it was called "Temperance and Public Hall." xyxy=(144,988,270,1088)
classifieds-list xyxy=(968,142,1114,1013)
article-paragraph: Fish are fairly plentiful down the river and some good hauls of mullet have been made lately. xyxy=(277,781,401,809)
article-paragraph: Constable Adam stated that accused took the arrest quietly at first, but later became very indignant. Accused, who pleaded "Not guilty" was committed for trial, bail being fixed at two sureties of £100 each. xyxy=(4,1352,136,1416)
rankin-name: MRS. RANKIN, xyxy=(1008,1337,1074,1349)
article-paragraph: The Stock Department has had a busy time lately in the campaign against the spread of blackleg. Last week about 100 calves were inoculated at the Elbow and I think on the Aka Aka something like 500 calves have this season been given immunity against the disease. xyxy=(408,821,536,903)
country-sales-text: ARAPOHUE: Wednesday, 17. PAPAROA: Thursday, 18. WAIUKU: Saturday, 20. PUKEKOHE Horse Sale: Monday, 22. WARKWORTH: Tuesday, 23. TUAKAU: Tuesday, 23. CLEVEDON: Tuesday, 23. xyxy=(547,1213,665,1273)
country-sales-apply: Apply to Mr de Montalk, auctioneer, for prices. xyxy=(562,1273,650,1290)
ad-lecture xyxy=(543,175,669,250)
valentine-name: H. S. VALENTINE & Co., xyxy=(684,50,806,85)
michie-trade: BUILDERS & CONTRACTORS, xyxy=(836,704,946,713)
section-head: INOCULATING THE CALVES. xyxy=(425,800,519,820)
country-sales-title: COUNTRY SALES xyxy=(571,1193,640,1203)
classified-ad: FOR SALE—10 shares, second issue N.Z. Dairy Association, paid up to 20s. Will take 37/6.—E. SMITH, East Street, Pukekohe. xyxy=(968,281,1114,320)
divider xyxy=(408,1215,536,1216)
column-2 xyxy=(140,44,273,1723)
